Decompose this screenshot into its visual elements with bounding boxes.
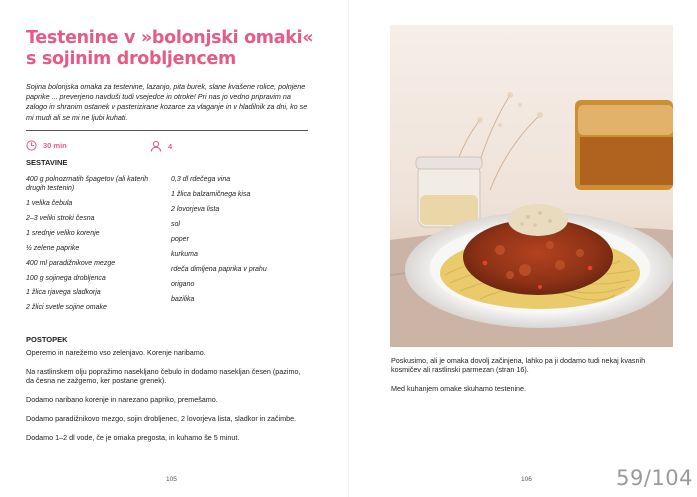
ingredient-item: 2 lovorjeva lista: [171, 205, 220, 213]
ingredient-item: 100 g sojinega drobljenca: [26, 274, 106, 282]
ingredient-item: kurkuma: [171, 250, 198, 258]
person-icon: [150, 140, 162, 152]
ingredient-item: 1 velika čebula: [26, 199, 73, 207]
procedure-step: Operemo in narežemo vso zelenjavo. Korenje naribamo.: [26, 348, 206, 357]
ingredient-item: ½ zelene paprike: [26, 244, 80, 252]
procedure-heading: POSTOPEK: [26, 335, 68, 344]
procedure-step: Dodamo 1–2 dl vode, če je omaka pregosta, in kuhamo še 5 minut.: [26, 433, 240, 443]
ingredient-item: 2 žlici svetle sojine omake: [26, 304, 107, 312]
recipe-title-line-1: Testenine v »bolonjski omaki«: [26, 28, 314, 48]
photo-caption: [391, 356, 676, 403]
prep-time: [26, 140, 67, 151]
ingredients-list-right: [171, 176, 301, 311]
clock-icon: [26, 140, 37, 151]
ingredients-list-left: [26, 176, 166, 319]
ingredient-item: 1 žlica balzamičnega kisa: [171, 190, 251, 198]
servings-value: 4: [168, 141, 173, 151]
procedure-step: Dodamo paradižnikovo mezgo, sojin drobljenec, 2 lovorjeva lista, sladkor in začimbe.: [26, 414, 297, 424]
ingredient-item: 2–3 veliki stroki česna: [26, 214, 95, 222]
caption-paragraph: Poskusimo, ali je omaka dovolj začinjena, lahko pa ji dodamo tudi nekaj kvasnih kosmičev ali rastlinski parmezan (stran 16).: [391, 356, 646, 375]
procedure-step: Na rastlinskem olju popražimo nasekljano čebulo in dodamo nasekljan česen (pazimo, da česna ne zažgemo, ker postane grenek).: [26, 367, 301, 386]
procedure-steps: [26, 348, 308, 452]
page-number-right: 106: [521, 476, 532, 483]
ingredient-item: 1 srednje veliko korenje: [26, 229, 100, 237]
ingredient-item: poper: [171, 235, 189, 243]
ingredient-item: 1 žlica rjavega sladkorja: [26, 289, 101, 297]
prep-time-value: 30 min: [43, 141, 67, 150]
ingredients-heading: SESTAVINE: [26, 158, 68, 167]
recipe-intro: Sojina bolonjska omaka za testenine, lazanjo, pita burek, slane kvašene rolice, polnjene paprike ... preverjeno navduši tudi vsejedce in otroke! Pri nas jo vedno pripravim na zalogo in shranim ostanek v pasterizirane kozarce za vlaganje in v hladilnik za dni, ko se mi mudi ali se mi ne ljubi kuhati.: [26, 82, 308, 122]
ingredient-item: sol: [171, 220, 180, 228]
page-number-left: 105: [166, 476, 177, 483]
page-counter: 59/104: [616, 466, 693, 490]
recipe-title-line-2: s sojinim drobljencem: [26, 49, 236, 69]
ingredient-item: 400 g polnozrnatih špagetov (ali katerih drugih testenin): [26, 176, 149, 192]
ingredient-item: bazilika: [171, 295, 195, 303]
spaghetti-bolognese-photo: [390, 25, 673, 347]
ingredient-item: rdeča dimljena paprika v prahu: [171, 265, 267, 273]
ingredient-item: 400 ml paradižnikove mezge: [26, 259, 116, 267]
right-page: [349, 0, 697, 497]
caption-paragraph: Med kuhanjem omake skuhamo testenine.: [391, 384, 527, 394]
recipe-title: [26, 28, 326, 70]
ingredient-item: 0,3 dl rdečega vina: [171, 176, 231, 183]
procedure-step: Dodamo naribano korenje in narezano papriko, premešamo.: [26, 395, 218, 405]
divider-line: [26, 130, 308, 131]
servings: [150, 140, 172, 152]
left-page: [0, 0, 348, 497]
ingredient-item: origano: [171, 280, 195, 288]
